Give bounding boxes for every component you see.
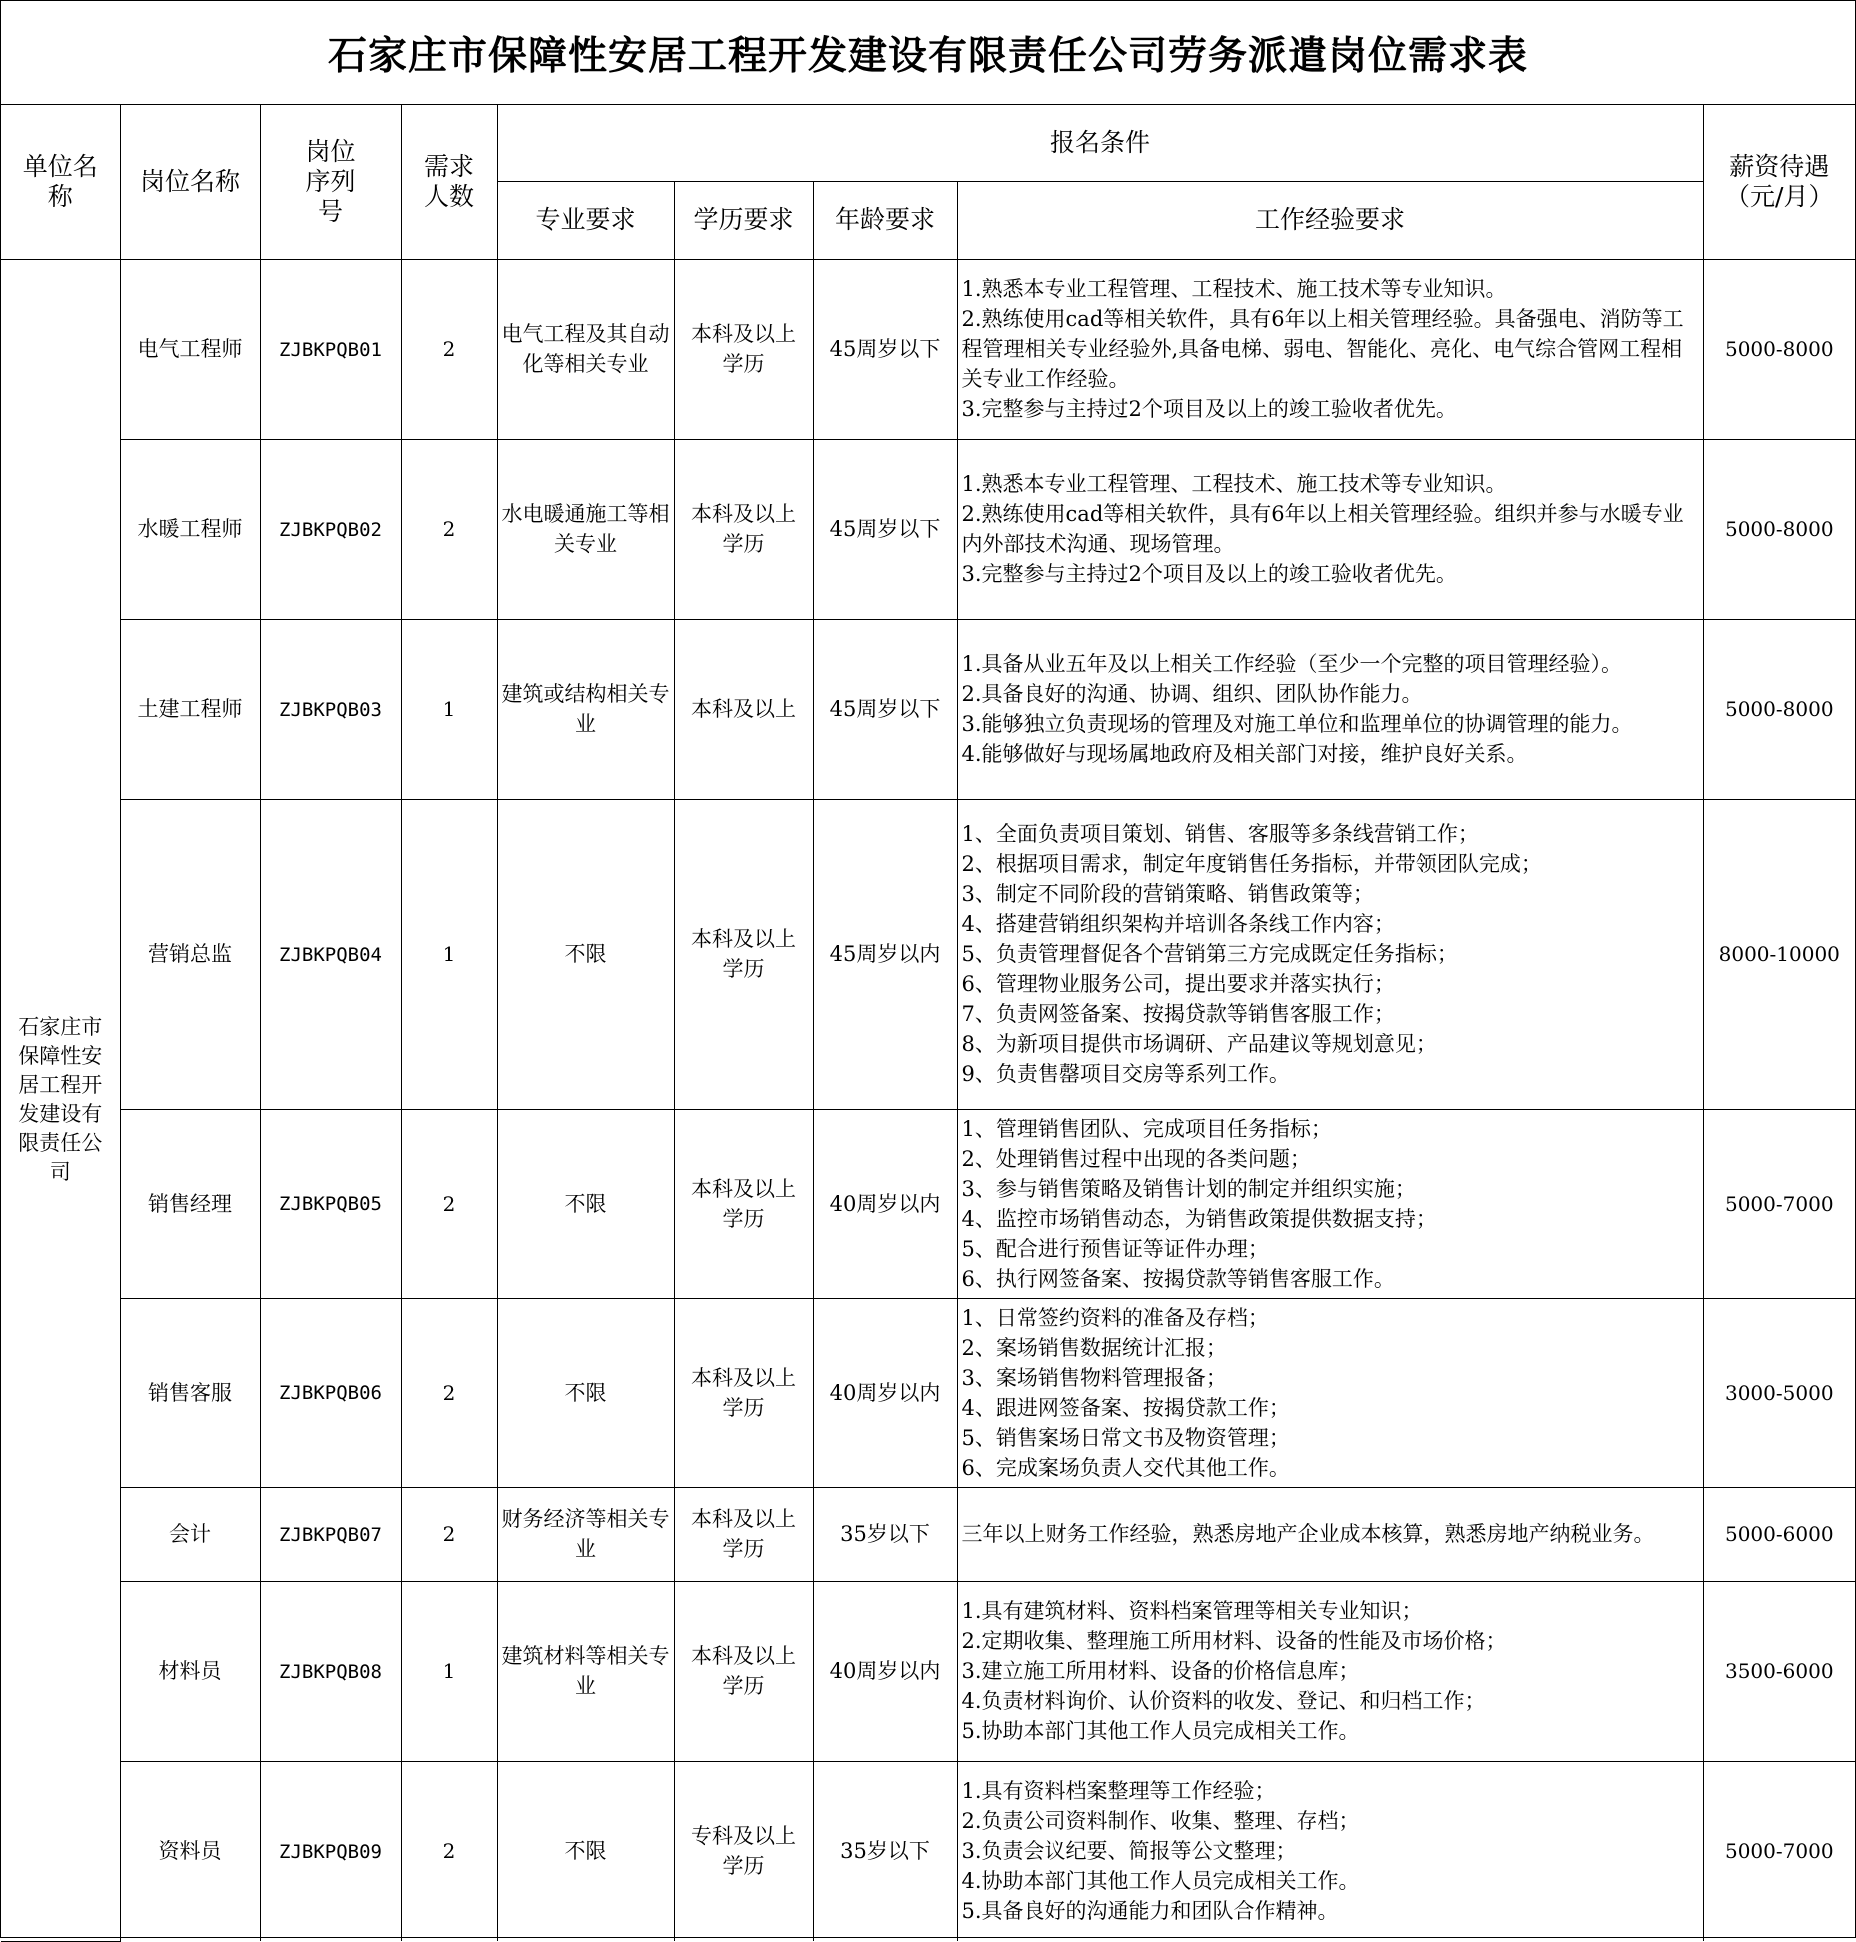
code-value: ZJBKPQB03 [279, 698, 382, 721]
experience-line: 5.协助本部门其他工作人员完成相关工作。 [961, 1719, 1360, 1743]
code-value: ZJBKPQB06 [279, 1382, 382, 1404]
education-value: 本科及以上学历 [691, 1176, 796, 1231]
salary-value: 5000-7000 [1724, 1191, 1834, 1216]
header-position: 岗位名称 [120, 105, 260, 259]
salary-cell [1703, 1298, 1855, 1487]
experience-line: 2.熟练使用cad等相关软件，具有6年以上相关管理经验。具备强电、消防等工程管理相关专业经验外,具备电梯、弱电、智能化、亮化、电气综合管网工程相关专业工作经验。 [961, 307, 1684, 391]
experience-line: 1.熟悉本专业工程管理、工程技术、施工技术等专业知识。 [961, 277, 1507, 301]
experience-line: 1.具有建筑材料、资料档案管理等相关专业知识； [961, 1599, 1423, 1623]
experience-line: 3.建立施工所用材料、设备的价格信息库； [961, 1659, 1360, 1683]
experience-line: 2.具备良好的沟通、协调、组织、团队协作能力。 [961, 682, 1423, 706]
count-value: 2 [442, 1380, 456, 1405]
code-cell [260, 1761, 401, 1941]
age-cell: 35岁以下 [813, 1761, 957, 1941]
experience-line: 三年以上财务工作经验，熟悉房地产企业成本核算，熟悉房地产纳税业务。 [961, 1522, 1655, 1546]
table-row [1, 1487, 1855, 1581]
salary-value: 5000-8000 [1724, 337, 1834, 361]
table-row [1, 439, 1855, 619]
experience-line: 4、搭建营销组织架构并培训各条线工作内容； [961, 912, 1395, 936]
experience-line: 4.负责材料询价、认价资料的收发、登记、和归档工作； [961, 1689, 1486, 1713]
major-cell: 不限 [497, 1298, 674, 1487]
age-cell: 40周岁以内 [813, 1581, 957, 1761]
page-title: 石家庄市保障性安居工程开发建设有限责任公司劳务派遣岗位需求表 [1, 1, 1855, 105]
salary-cell [1703, 1581, 1855, 1761]
experience-line: 3、参与销售策略及销售计划的制定并组织实施； [961, 1176, 1416, 1201]
salary-cell [1703, 439, 1855, 619]
salary-value: 3500-6000 [1724, 1659, 1834, 1683]
major-cell: 财务经济等相关专业 [497, 1487, 674, 1581]
table-row [1, 799, 1855, 1109]
education-cell [674, 1761, 813, 1941]
salary-cell [1703, 259, 1855, 439]
header-count [401, 105, 497, 259]
table-row [1, 1581, 1855, 1761]
header-salary [1703, 105, 1855, 259]
age-cell: 45周岁以下 [813, 259, 957, 439]
education-cell [674, 619, 813, 799]
experience-cell [957, 1298, 1703, 1487]
count-cell [401, 1298, 497, 1487]
education-cell [674, 799, 813, 1109]
count-value: 2 [442, 517, 456, 541]
education-value: 本科及以上学历 [691, 322, 796, 376]
salary-cell [1703, 619, 1855, 799]
major-cell: 不限 [497, 799, 674, 1109]
education-cell [674, 1298, 813, 1487]
count-cell [401, 619, 497, 799]
code-cell [260, 1109, 401, 1298]
education-value: 本科及以上学历 [691, 1365, 796, 1420]
experience-cell [957, 259, 1703, 439]
experience-line: 5、配合进行预售证等证件办理； [961, 1236, 1269, 1261]
experience-line: 3.完整参与主持过2个项目及以上的竣工验收者优先。 [961, 562, 1457, 586]
education-value: 本科及以上学历 [691, 502, 796, 556]
education-cell [674, 1487, 813, 1581]
experience-line: 4、监控市场销售动态，为销售政策提供数据支持； [961, 1206, 1437, 1231]
count-cell [401, 439, 497, 619]
experience-line: 2、案场销售数据统计汇报； [961, 1335, 1227, 1360]
age-cell: 40周岁以内 [813, 1109, 957, 1298]
code-cell [260, 1581, 401, 1761]
position-cell: 电气工程师 [120, 259, 260, 439]
experience-cell [957, 1581, 1703, 1761]
table-row [1, 1109, 1855, 1298]
major-cell: 不限 [497, 1761, 674, 1941]
major-cell: 不限 [497, 1109, 674, 1298]
experience-line: 1、日常签约资料的准备及存档； [961, 1305, 1269, 1330]
salary-cell [1703, 1487, 1855, 1581]
experience-cell [957, 799, 1703, 1109]
code-value: ZJBKPQB07 [279, 1523, 382, 1546]
table-row [1, 1761, 1855, 1941]
code-value: ZJBKPQB08 [279, 1660, 382, 1683]
experience-line: 1.熟悉本专业工程管理、工程技术、施工技术等专业知识。 [961, 472, 1507, 496]
salary-value: 8000-10000 [1718, 942, 1840, 966]
count-cell [401, 1581, 497, 1761]
header-unit-label: 单位名称 [22, 151, 98, 211]
experience-line: 7、负责网签备案、按揭贷款等销售客服工作； [961, 1002, 1395, 1026]
experience-line: 4、跟进网签备案、按揭贷款工作； [961, 1395, 1290, 1420]
position-cell: 营销总监 [120, 799, 260, 1109]
salary-value: 5000-7000 [1724, 1839, 1834, 1864]
position-cell: 会计 [120, 1487, 260, 1581]
experience-line: 1、管理销售团队、完成项目任务指标； [961, 1116, 1332, 1141]
header-education: 学历要求 [674, 181, 813, 259]
experience-line: 8、为新项目提供市场调研、产品建议等规划意见； [961, 1032, 1437, 1056]
code-cell [260, 619, 401, 799]
experience-line: 3.负责会议纪要、简报等公文整理； [961, 1839, 1297, 1864]
experience-line: 3、制定不同阶段的营销策略、销售政策等； [961, 882, 1374, 906]
education-value: 专科及以上学历 [691, 1824, 796, 1879]
education-cell [674, 259, 813, 439]
header-conditions: 报名条件 [497, 105, 1703, 181]
code-cell [260, 439, 401, 619]
major-cell: 建筑材料等相关专业 [497, 1581, 674, 1761]
salary-value: 5000-6000 [1724, 1522, 1834, 1546]
experience-line: 1.具备从业五年及以上相关工作经验（至少一个完整的项目管理经验）。 [961, 652, 1623, 676]
header-salary-label: 薪资待遇（元/月） [1725, 151, 1834, 211]
code-cell [260, 1298, 401, 1487]
position-cell: 土建工程师 [120, 619, 260, 799]
experience-cell [957, 439, 1703, 619]
count-value: 2 [442, 1191, 456, 1216]
unit-name-cell: 石家庄市保障性安居工程开发建设有限责任公司 [1, 259, 120, 1941]
salary-value: 3000-5000 [1724, 1380, 1834, 1405]
header-unit [1, 105, 120, 259]
position-cell: 销售客服 [120, 1298, 260, 1487]
position-cell: 销售经理 [120, 1109, 260, 1298]
age-cell: 45周岁以内 [813, 799, 957, 1109]
table-row [1, 619, 1855, 799]
education-cell [674, 1581, 813, 1761]
experience-line: 6、执行网签备案、按揭贷款等销售客服工作。 [961, 1266, 1395, 1291]
code-value: ZJBKPQB05 [279, 1193, 382, 1215]
education-value: 本科及以上学历 [691, 1644, 796, 1698]
experience-line: 6、管理物业服务公司，提出要求并落实执行； [961, 972, 1395, 996]
count-cell [401, 1109, 497, 1298]
age-cell: 40周岁以内 [813, 1298, 957, 1487]
experience-cell [957, 1487, 1703, 1581]
count-value: 1 [442, 1659, 456, 1683]
code-value: ZJBKPQB09 [279, 1840, 382, 1863]
count-value: 1 [442, 697, 456, 721]
experience-line: 1、全面负责项目策划、销售、客服等多条线营销工作； [961, 822, 1479, 846]
experience-line: 2.负责公司资料制作、收集、整理、存档； [961, 1809, 1360, 1834]
header-count-label: 需求人数 [423, 151, 474, 211]
salary-value: 5000-8000 [1724, 517, 1834, 541]
table-row [1, 1298, 1855, 1487]
experience-line: 3、案场销售物料管理报备； [961, 1365, 1227, 1390]
position-cell: 资料员 [120, 1761, 260, 1941]
count-value: 2 [442, 1839, 456, 1864]
age-cell: 45周岁以下 [813, 439, 957, 619]
count-cell [401, 1761, 497, 1941]
age-cell: 45周岁以下 [813, 619, 957, 799]
experience-line: 4.协助本部门其他工作人员完成相关工作。 [961, 1869, 1360, 1894]
code-value: ZJBKPQB02 [279, 518, 382, 541]
major-cell: 电气工程及其自动化等相关专业 [497, 259, 674, 439]
position-cell: 材料员 [120, 1581, 260, 1761]
code-cell [260, 1487, 401, 1581]
table-row [1, 259, 1855, 439]
education-value: 本科及以上学历 [691, 1507, 796, 1561]
experience-line: 4.能够做好与现场属地政府及相关部门对接，维护良好关系。 [961, 742, 1528, 766]
major-cell: 建筑或结构相关专业 [497, 619, 674, 799]
education-cell [674, 1109, 813, 1298]
count-value: 1 [442, 942, 456, 966]
age-cell: 35岁以下 [813, 1487, 957, 1581]
experience-cell [957, 619, 1703, 799]
experience-line: 3.能够独立负责现场的管理及对施工单位和监理单位的协调管理的能力。 [961, 712, 1633, 736]
count-cell [401, 1487, 497, 1581]
count-value: 2 [442, 1522, 456, 1546]
salary-cell [1703, 1109, 1855, 1298]
education-value: 本科及以上学历 [691, 927, 796, 981]
experience-line: 5、销售案场日常文书及物资管理； [961, 1425, 1290, 1450]
count-value: 2 [442, 337, 456, 361]
experience-line: 2.熟练使用cad等相关软件，具有6年以上相关管理经验。组织并参与水暖专业内外部技术沟通、现场管理。 [961, 502, 1684, 556]
experience-line: 1.具有资料档案整理等工作经验； [961, 1779, 1276, 1804]
salary-cell [1703, 799, 1855, 1109]
header-age: 年龄要求 [813, 181, 957, 259]
job-table [1, 105, 1855, 1942]
code-cell [260, 259, 401, 439]
code-cell [260, 799, 401, 1109]
experience-line: 2、处理销售过程中出现的各类问题； [961, 1146, 1311, 1171]
experience-line: 2.定期收集、整理施工所用材料、设备的性能及市场价格； [961, 1629, 1507, 1653]
header-experience: 工作经验要求 [957, 181, 1703, 259]
experience-line: 5.具备良好的沟通能力和团队合作精神。 [961, 1899, 1339, 1924]
experience-line: 9、负责售罄项目交房等系列工作。 [961, 1062, 1290, 1086]
education-cell [674, 439, 813, 619]
salary-value: 5000-8000 [1724, 697, 1834, 721]
experience-line: 6、完成案场负责人交代其他工作。 [961, 1455, 1290, 1480]
count-cell [401, 259, 497, 439]
code-value: ZJBKPQB01 [279, 338, 382, 361]
salary-cell [1703, 1761, 1855, 1941]
count-cell [401, 799, 497, 1109]
experience-cell [957, 1109, 1703, 1298]
header-code-label: 岗位序列号 [305, 136, 356, 226]
header-major: 专业要求 [497, 181, 674, 259]
experience-line: 3.完整参与主持过2个项目及以上的竣工验收者优先。 [961, 397, 1457, 421]
experience-cell [957, 1761, 1703, 1941]
experience-line: 5、负责管理督促各个营销第三方完成既定任务指标； [961, 942, 1458, 966]
code-value: ZJBKPQB04 [279, 943, 382, 966]
position-cell: 水暖工程师 [120, 439, 260, 619]
header-code [260, 105, 401, 259]
education-value: 本科及以上 [691, 697, 796, 721]
experience-line: 2、根据项目需求，制定年度销售任务指标，并带领团队完成； [961, 852, 1542, 876]
major-cell: 水电暖通施工等相关专业 [497, 439, 674, 619]
